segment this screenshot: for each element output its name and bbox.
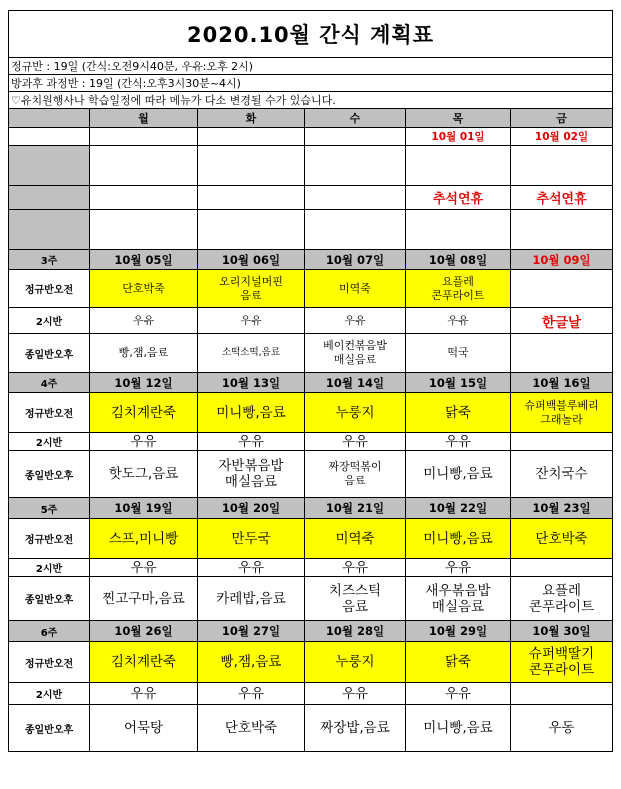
morning-menu-fri: 슈퍼백블루베리 그래놀라 [511, 393, 613, 433]
morning-snack-row [9, 393, 613, 433]
afternoon-menu-mon: 빵,잼,음료 [90, 334, 198, 373]
milk-wed: 우유 [305, 433, 406, 451]
milk-row [9, 559, 613, 577]
week0-date-thu: 10월 01일 [406, 128, 511, 146]
milk-tue: 우유 [198, 433, 305, 451]
afternoon-menu-tue: 카레밥,음료 [198, 577, 305, 621]
week0-cell [305, 210, 406, 250]
week-date-fri: 10월 30일 [511, 621, 613, 642]
afternoon-menu-fri [511, 334, 613, 373]
week0-cell [198, 210, 305, 250]
morning-menu-tue: 미니빵,음료 [198, 393, 305, 433]
week0-cell [305, 186, 406, 210]
row-label-milk: 2시반 [9, 559, 90, 577]
holiday-label-thu: 추석연휴 [406, 186, 511, 210]
morning-menu-fri: 슈퍼백딸기 콘푸라이트 [511, 642, 613, 683]
week0-date-wed [305, 128, 406, 146]
afternoon-menu-tue: 자반볶음밥 매실음료 [198, 451, 305, 498]
morning-menu-wed: 누룽지 [305, 393, 406, 433]
week-date-tue: 10월 13일 [198, 373, 305, 393]
morning-menu-thu: 미니빵,음료 [406, 519, 511, 559]
meal-plan-sheet [8, 10, 612, 752]
afternoon-menu-thu: 미니빵,음료 [406, 451, 511, 498]
afternoon-menu-wed: 치즈스틱 음료 [305, 577, 406, 621]
week-date-row [9, 250, 613, 270]
week-date-wed: 10월 28일 [305, 621, 406, 642]
week-date-tue: 10월 20일 [198, 498, 305, 519]
week-date-thu: 10월 29일 [406, 621, 511, 642]
row-label-afternoon: 종일반오후 [9, 705, 90, 752]
afternoon-menu-tue: 소떡소떡,음료 [198, 334, 305, 373]
milk-thu: 우유 [406, 308, 511, 334]
milk-thu: 우유 [406, 683, 511, 705]
week0-row-1 [9, 146, 613, 186]
week-date-wed: 10월 07일 [305, 250, 406, 270]
afternoon-menu-wed: 짜장떡볶이 음료 [305, 451, 406, 498]
afternoon-menu-wed: 짜장밥,음료 [305, 705, 406, 752]
day-header-mon: 월 [90, 109, 198, 128]
morning-menu-mon: 김치계란죽 [90, 393, 198, 433]
morning-snack-row [9, 270, 613, 308]
milk-mon: 우유 [90, 683, 198, 705]
week0-cell [511, 210, 613, 250]
week-date-tue: 10월 27일 [198, 621, 305, 642]
week-date-fri: 10월 09일 [511, 250, 613, 270]
week0-cell [90, 186, 198, 210]
afternoon-menu-mon: 핫도그,음료 [90, 451, 198, 498]
holiday-label-fri: 추석연휴 [511, 186, 613, 210]
milk-row [9, 308, 613, 334]
week-date-mon: 10월 05일 [90, 250, 198, 270]
week-date-mon: 10월 19일 [90, 498, 198, 519]
header-corner [9, 109, 90, 128]
week0-date-tue [198, 128, 305, 146]
afternoon-menu-thu: 떡국 [406, 334, 511, 373]
row-label-afternoon: 종일반오후 [9, 451, 90, 498]
morning-menu-tue: 만두국 [198, 519, 305, 559]
week0-cell [406, 210, 511, 250]
morning-menu-fri: 단호박죽 [511, 519, 613, 559]
row-label-morning: 정규반오전 [9, 393, 90, 433]
week-date-thu: 10월 22일 [406, 498, 511, 519]
day-header-wed: 수 [305, 109, 406, 128]
info-afterschool: 방과후 과정반 : 19일 (간식:오후3시30분~4시) [9, 75, 613, 92]
morning-menu-wed: 미역죽 [305, 270, 406, 308]
week0-date-mon [90, 128, 198, 146]
morning-menu-mon: 김치계란죽 [90, 642, 198, 683]
afternoon-menu-thu: 새우볶음밥 매실음료 [406, 577, 511, 621]
morning-menu-fri [511, 270, 613, 308]
day-header-row [9, 109, 613, 128]
week0-cell [511, 146, 613, 186]
morning-menu-mon: 스프,미니빵 [90, 519, 198, 559]
milk-thu: 우유 [406, 433, 511, 451]
milk-mon: 우유 [90, 559, 198, 577]
morning-menu-tue: 오리지널머핀 음료 [198, 270, 305, 308]
milk-row [9, 433, 613, 451]
afternoon-menu-mon: 찐고구마,음료 [90, 577, 198, 621]
milk-mon: 우유 [90, 308, 198, 334]
day-header-tue: 화 [198, 109, 305, 128]
morning-menu-wed: 누룽지 [305, 642, 406, 683]
week-label: 5주 [9, 498, 90, 519]
week0-date-fri: 10월 02일 [511, 128, 613, 146]
row-label-milk: 2시반 [9, 683, 90, 705]
week-date-wed: 10월 14일 [305, 373, 406, 393]
week-date-fri: 10월 23일 [511, 498, 613, 519]
milk-thu: 우유 [406, 559, 511, 577]
afternoon-snack-row [9, 705, 613, 752]
milk-tue: 우유 [198, 308, 305, 334]
week0-label [9, 128, 90, 146]
week0-gray-cell [9, 186, 90, 210]
row-label-afternoon: 종일반오후 [9, 577, 90, 621]
week0-cell [198, 146, 305, 186]
row-label-morning: 정규반오전 [9, 270, 90, 308]
week-date-row [9, 621, 613, 642]
milk-wed: 우유 [305, 559, 406, 577]
milk-tue: 우유 [198, 559, 305, 577]
afternoon-menu-thu: 미니빵,음료 [406, 705, 511, 752]
week-date-row [9, 373, 613, 393]
afternoon-snack-row [9, 577, 613, 621]
week0-row-3 [9, 210, 613, 250]
info-notice: ♡유치원행사나 학습일정에 따라 메뉴가 다소 변경될 수가 있습니다. [9, 92, 613, 109]
day-header-fri: 금 [511, 109, 613, 128]
milk-tue: 우유 [198, 683, 305, 705]
row-label-milk: 2시반 [9, 433, 90, 451]
week-date-fri: 10월 16일 [511, 373, 613, 393]
week-label: 6주 [9, 621, 90, 642]
milk-fri [511, 559, 613, 577]
week-date-thu: 10월 08일 [406, 250, 511, 270]
week-date-mon: 10월 26일 [90, 621, 198, 642]
row-label-milk: 2시반 [9, 308, 90, 334]
info-regular: 정규반 : 19일 (간식:오전9시40분, 우유:오후 2시) [9, 58, 613, 75]
week0-date-row [9, 128, 613, 146]
week-label: 4주 [9, 373, 90, 393]
morning-snack-row [9, 642, 613, 683]
page-title: 2020.10월 간식 계획표 [9, 11, 613, 58]
week-date-thu: 10월 15일 [406, 373, 511, 393]
week0-cell [90, 210, 198, 250]
milk-fri [511, 433, 613, 451]
milk-mon: 우유 [90, 433, 198, 451]
afternoon-menu-fri: 우동 [511, 705, 613, 752]
morning-snack-row [9, 519, 613, 559]
afternoon-menu-fri: 잔치국수 [511, 451, 613, 498]
week0-cell [90, 146, 198, 186]
morning-menu-mon: 단호박죽 [90, 270, 198, 308]
week0-cell [198, 186, 305, 210]
afternoon-snack-row [9, 451, 613, 498]
afternoon-menu-mon: 어묵탕 [90, 705, 198, 752]
week-date-mon: 10월 12일 [90, 373, 198, 393]
row-label-morning: 정규반오전 [9, 519, 90, 559]
week-date-tue: 10월 06일 [198, 250, 305, 270]
morning-menu-thu: 요플레 콘푸라이트 [406, 270, 511, 308]
milk-wed: 우유 [305, 308, 406, 334]
day-header-thu: 목 [406, 109, 511, 128]
week0-row-2 [9, 186, 613, 210]
afternoon-snack-row [9, 334, 613, 373]
week0-gray-cell [9, 210, 90, 250]
week0-cell [305, 146, 406, 186]
afternoon-menu-tue: 단호박죽 [198, 705, 305, 752]
week0-cell [406, 146, 511, 186]
week-label: 3주 [9, 250, 90, 270]
week-date-row [9, 498, 613, 519]
morning-menu-thu: 닭죽 [406, 393, 511, 433]
milk-row [9, 683, 613, 705]
morning-menu-tue: 빵,잼,음료 [198, 642, 305, 683]
morning-menu-thu: 닭죽 [406, 642, 511, 683]
milk-fri [511, 683, 613, 705]
morning-menu-wed: 미역죽 [305, 519, 406, 559]
week-date-wed: 10월 21일 [305, 498, 406, 519]
week0-gray-cell [9, 146, 90, 186]
row-label-morning: 정규반오전 [9, 642, 90, 683]
afternoon-menu-fri: 요플레 콘푸라이트 [511, 577, 613, 621]
meal-plan-table [8, 10, 613, 752]
milk-fri: 한글날 [511, 308, 613, 334]
milk-wed: 우유 [305, 683, 406, 705]
afternoon-menu-wed: 베이컨볶음밥 매실음료 [305, 334, 406, 373]
row-label-afternoon: 종일반오후 [9, 334, 90, 373]
